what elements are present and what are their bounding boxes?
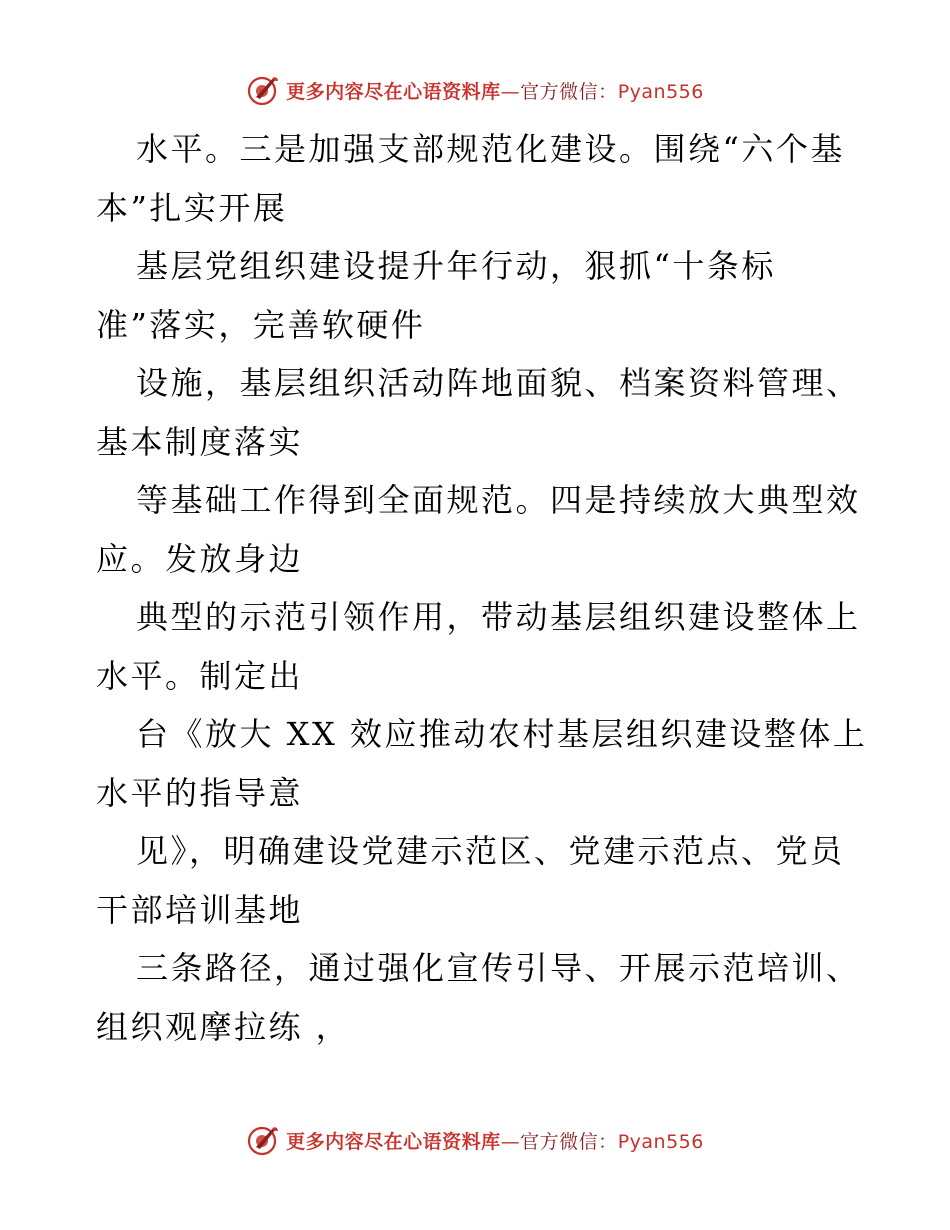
text-line: 水平的指导意 bbox=[96, 773, 304, 812]
footer-watermark bbox=[0, 1120, 950, 1160]
watermark-label: 官方微信： bbox=[520, 80, 618, 103]
watermark-site-text: 更多内容尽在心语资料库 bbox=[286, 1130, 501, 1153]
header-watermark bbox=[0, 70, 950, 110]
text-line: 典型的示范引领作用，带动基层组织建设整体上 bbox=[136, 598, 861, 636]
text-line: 干部培训基地 bbox=[96, 890, 304, 929]
text-line: 准”落实，完善软硬件 bbox=[96, 305, 426, 344]
text-line: 三条路径，通过强化宣传引导、开展示范培训、 bbox=[136, 949, 861, 987]
watermark-handle: Pyan556 bbox=[617, 80, 704, 103]
feather-pen-logo-icon bbox=[246, 73, 280, 107]
watermark-dash: — bbox=[500, 1130, 521, 1153]
watermark-text bbox=[286, 1127, 704, 1154]
text-line: 见》，明确建设党建示范区、党建示范点、党员 bbox=[136, 832, 845, 870]
text-line: 台《放大 XX 效应推动农村基层组织建设整体上 bbox=[136, 715, 868, 753]
text-line: 等基础工作得到全面规范。四是持续放大典型效 bbox=[136, 481, 861, 519]
watermark-handle: Pyan556 bbox=[617, 1130, 704, 1153]
watermark-site-text: 更多内容尽在心语资料库 bbox=[286, 80, 501, 103]
text-line: 设施，基层组织活动阵地面貌、档案资料管理、 bbox=[136, 364, 861, 402]
text-line: 本”扎实开展 bbox=[96, 188, 288, 227]
feather-pen-logo-icon bbox=[246, 1123, 280, 1157]
text-line: 水平。三是加强支部规范化建设。围绕“六个基 bbox=[136, 130, 845, 168]
watermark-text bbox=[286, 77, 704, 104]
watermark-label: 官方微信： bbox=[520, 1130, 618, 1153]
text-line: 组织观摩拉练 ， bbox=[96, 1007, 351, 1046]
text-line: 基层党组织建设提升年行动，狠抓“十条标 bbox=[136, 247, 776, 285]
document-body bbox=[96, 120, 866, 1056]
text-line: 应。发放身边 bbox=[96, 539, 304, 578]
text-line: 水平。制定出 bbox=[96, 656, 304, 695]
watermark-dash: — bbox=[500, 80, 521, 103]
text-line: 基本制度落实 bbox=[96, 422, 304, 461]
